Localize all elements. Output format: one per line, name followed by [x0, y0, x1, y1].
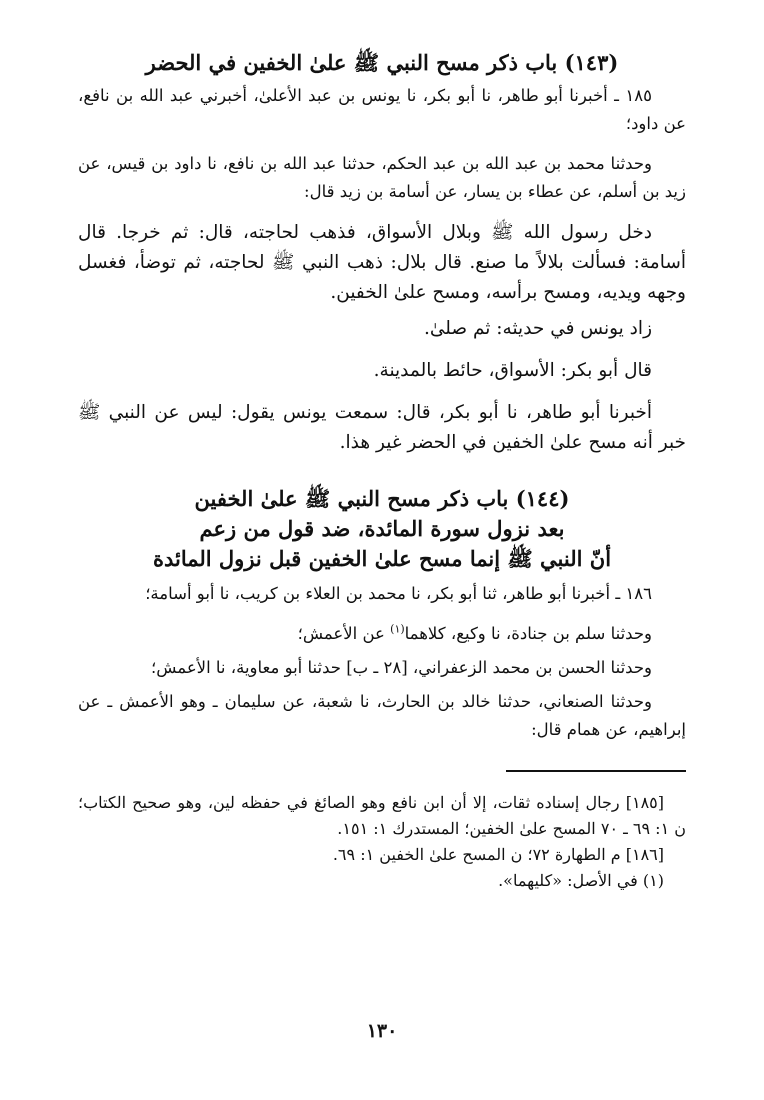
hadith-185-isnad-1: ١٨٥ ـ أخبرنا أبو طاهر، نا أبو بكر، نا يونس بن عبد الأعلىٰ، أخبرني عبد الله بن نافع، عن داود؛ — [78, 86, 686, 133]
page-number: ١٣٠ — [366, 1020, 398, 1042]
chapter-title-144-line-3: أنّ النبي ﷺ إنما مسح علىٰ الخفين قبل نزول المائدة — [152, 546, 612, 571]
hadith-185-yunus-addition: زاد يونس في حديثه: ثم صلىٰ. — [423, 318, 652, 339]
footnotes — [78, 790, 686, 894]
footnote-divider — [506, 770, 686, 772]
hadith-186-isnad-3: وحدثنا الحسن بن محمد الزعفراني، [٢٨ ـ ب] حدثنا أبو معاوية، نا الأعمش؛ — [151, 658, 652, 677]
hadith-185-abu-bakr-note: قال أبو بكر: الأسواق، حائط بالمدينة. — [373, 360, 652, 381]
hadith-186-isnad-2-text: وحدثنا سلم بن جنادة، نا وكيع، كلاهما — [404, 624, 652, 643]
hadith-185-isnad-2: وحدثنا محمد بن عبد الله بن عبد الحكم، حدثنا عبد الله بن نافع، نا داود بن قيس، عن زيد بن أسلم، عن عطاء بن يسار، عن أسامة بن زيد قال: — [78, 154, 686, 201]
hadith-185-final-note: أخبرنا أبو طاهر، نا أبو بكر، قال: سمعت يونس يقول: ليس عن النبي ﷺ خبر أنه مسح علىٰ الخفين في الحضر غير هذا. — [78, 402, 686, 453]
chapter-title-143: (١٤٣) باب ذكر مسح النبي ﷺ علىٰ الخفين في الحضر — [145, 50, 619, 75]
hadith-186-isnad-2 — [78, 620, 686, 648]
footnote-marker-1: (١) — [390, 622, 405, 636]
hadith-185-matn: دخل رسول الله ﷺ وبلال الأسواق، فذهب لحاجته، قال: ثم خرجا. قال أسامة: فسألت بلالاً ما صنع. قال بلال: ذهب النبي ﷺ لحاجته، ثم توضأ، فغسل وجهه ويديه، ومسح برأسه، ومسح علىٰ الخفين. — [78, 222, 686, 303]
footnote-1: (١) في الأصل: «كليهما». — [498, 871, 664, 890]
footnote-185: [١٨٥] رجال إسناده ثقات، إلا أن ابن نافع وهو الصائغ في حفظه لين، وهو صحيح الكتاب؛ ن ١: ٦٩ ـ ٧٠ المسح علىٰ الخفين؛ المستدرك ١: ١٥١. — [78, 793, 686, 838]
chapter-title-144 — [78, 484, 686, 574]
hadith-186-isnad-2-rest: عن الأعمش؛ — [297, 624, 391, 643]
footnote-186: [١٨٦] م الطهارة ٧٢؛ ن المسح علىٰ الخفين ١: ٦٩. — [332, 845, 664, 864]
hadith-186-isnad-1: ١٨٦ ـ أخبرنا أبو طاهر، ثنا أبو بكر، نا محمد بن العلاء بن كريب، نا أبو أسامة؛ — [145, 584, 652, 603]
chapter-title-144-line-1: (١٤٤) باب ذكر مسح النبي ﷺ علىٰ الخفين — [194, 486, 570, 511]
chapter-title-144-line-2: بعد نزول سورة المائدة، ضد قول من زعم — [199, 516, 565, 541]
hadith-186-isnad-4: وحدثنا الصنعاني، حدثنا خالد بن الحارث، نا شعبة، عن سليمان ـ وهو الأعمش ـ عن إبراهيم، عن همام قال: — [78, 692, 686, 739]
hadith-186 — [78, 580, 686, 744]
hadith-185 — [78, 82, 686, 458]
